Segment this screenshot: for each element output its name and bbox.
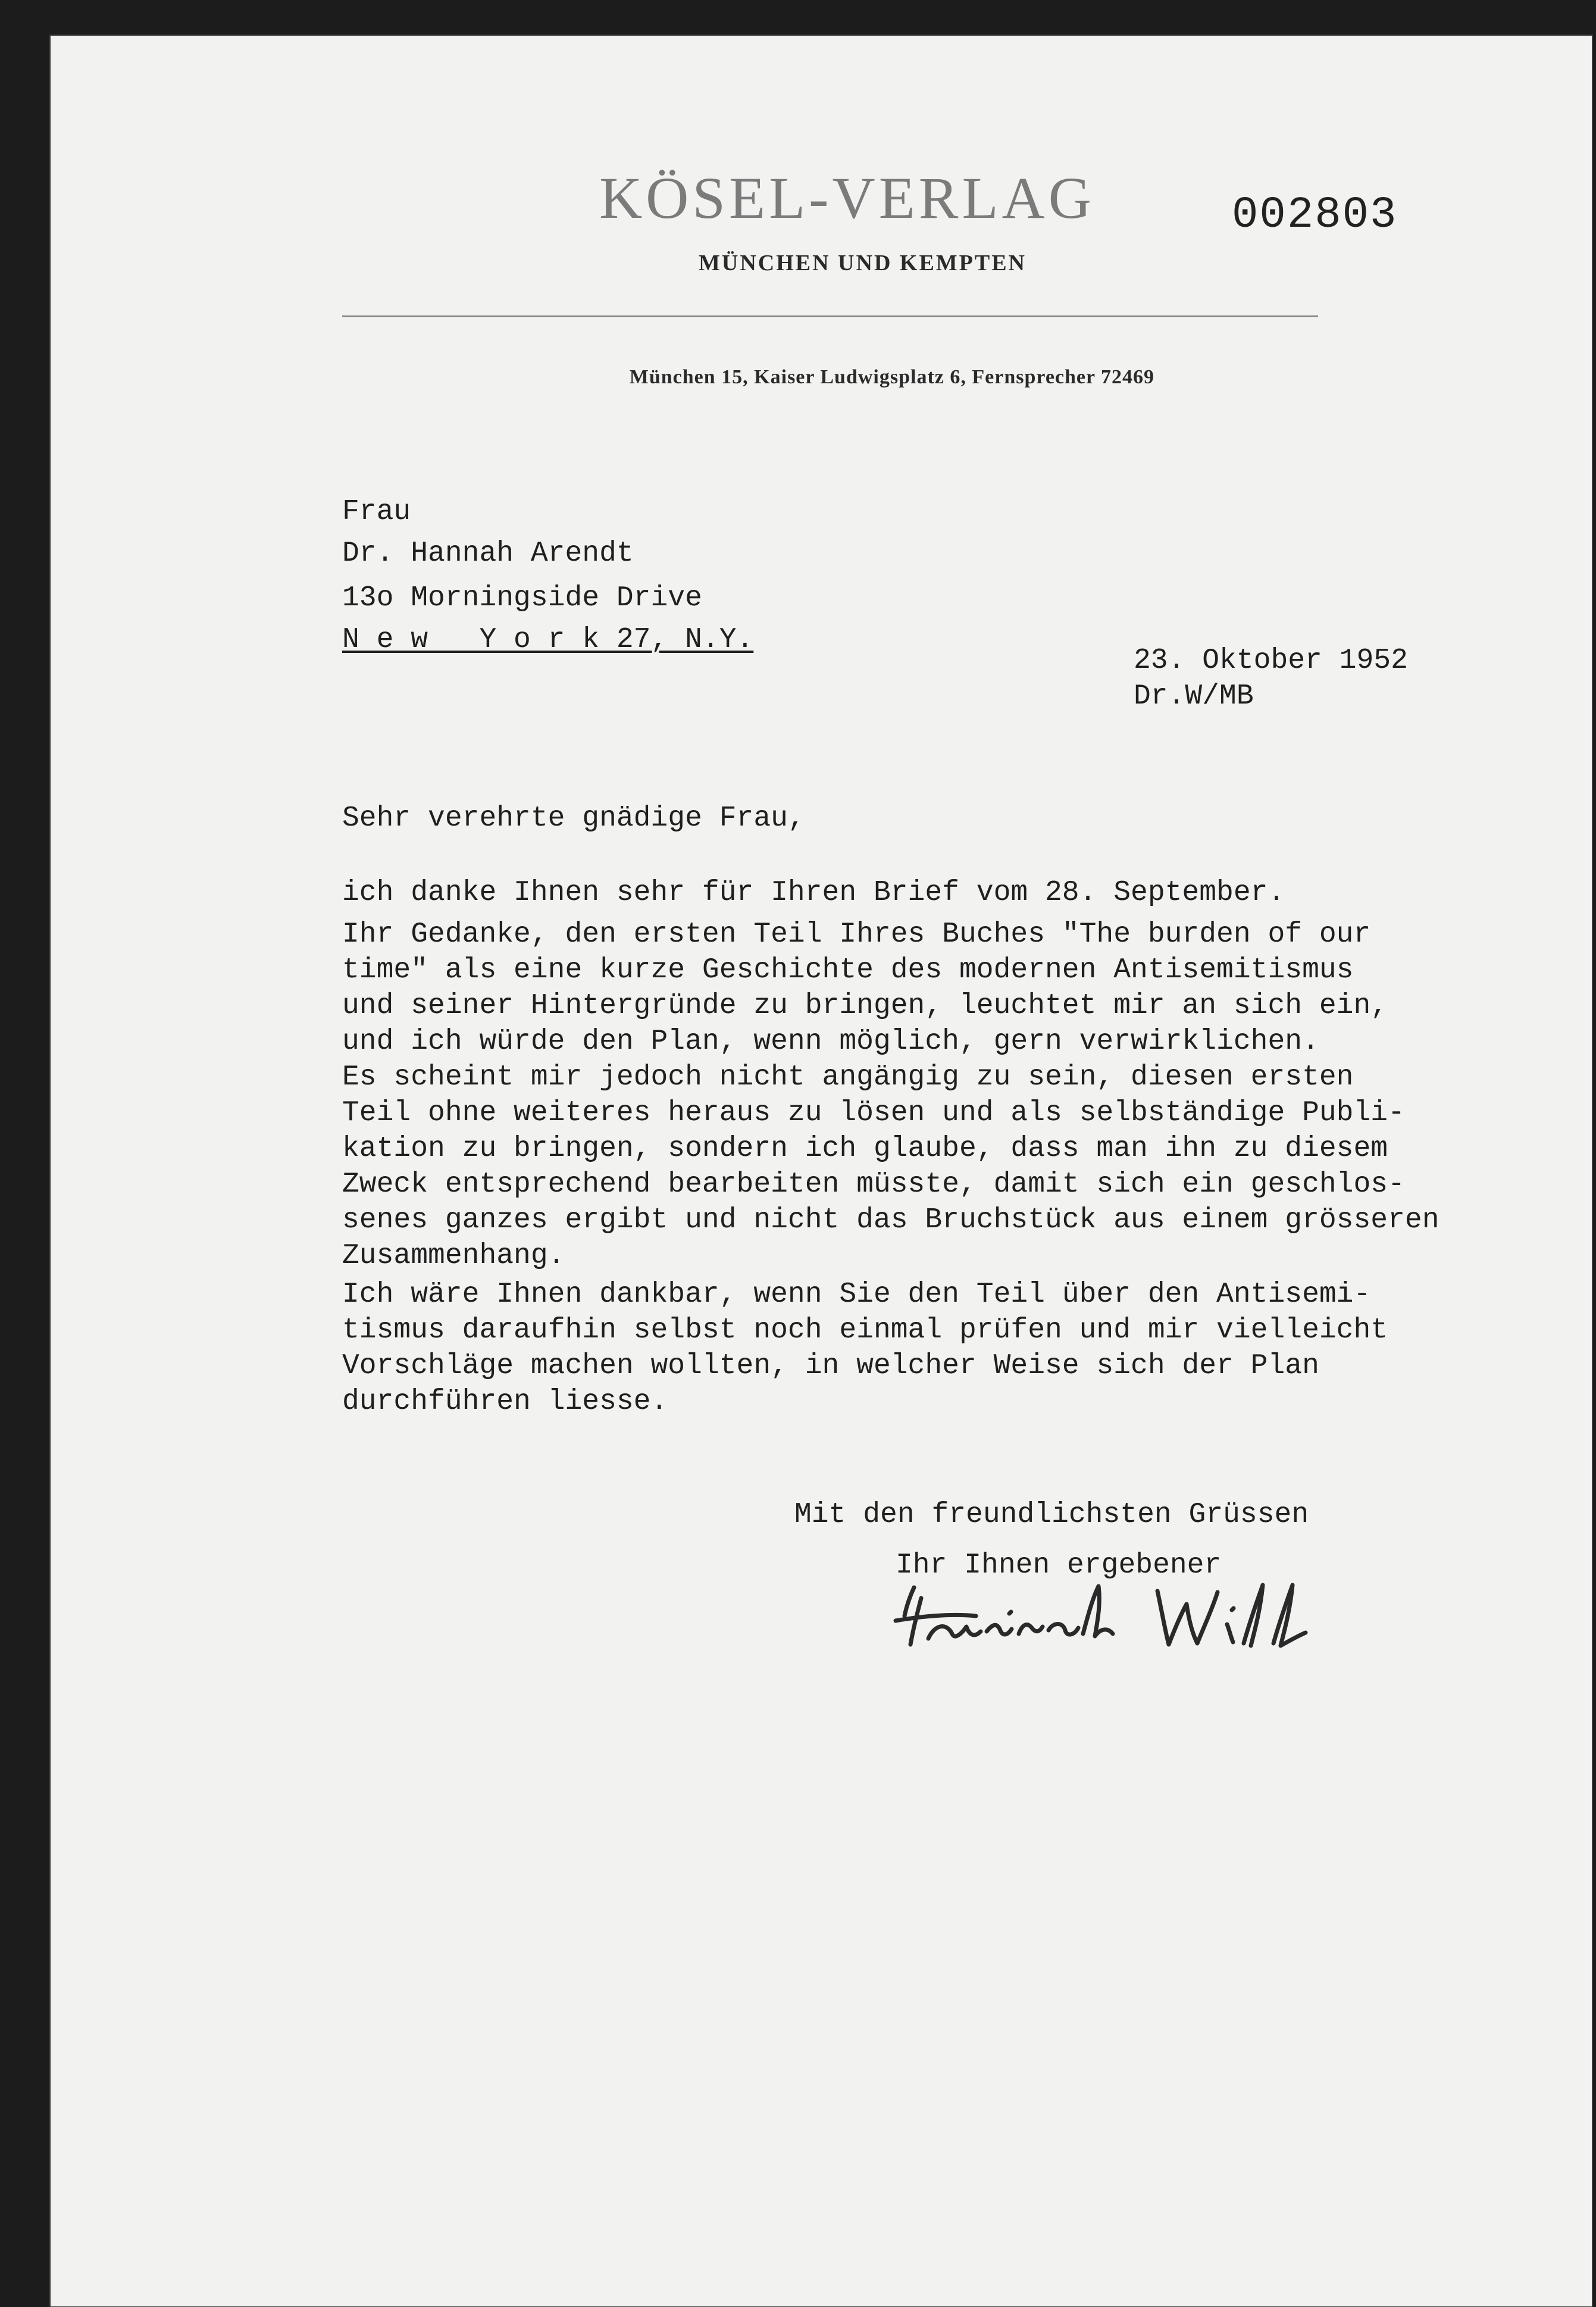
body-paragraph-2: Ihr Gedanke, den ersten Teil Ihres Buches "The burden of our time" als eine kurze Geschichte des modernen Antisemitismus und seiner Hintergründe zu bringen, leuchtet mir an sich ein, und ich würde den Plan, wenn möglich, gern verwirklichen. Es scheint mir jedoch nicht angängig zu sein, diesen ersten Teil ohne weiteres heraus zu lösen und als selbständige Publi- kation zu bringen, sondern ich glaube, dass man ihn zu diesem Zweck entsprechend bearbeiten müsste, damit sich ein geschlos- senes ganzes ergibt und nicht das Bruchstück aus einem grösseren Zusammenhang. bbox=[342, 918, 1439, 1272]
recipient-street: 13o Morningside Drive bbox=[342, 582, 702, 614]
recipient-name: Dr. Hannah Arendt bbox=[342, 537, 634, 570]
letter-page bbox=[51, 36, 1592, 2306]
body-paragraph-1: ich danke Ihnen sehr für Ihren Brief vom 28. September. bbox=[342, 877, 1285, 909]
closing-line: Mit den freundlichsten Grüssen bbox=[794, 1499, 1309, 1531]
body-paragraph-3: Ich wäre Ihnen dankbar, wenn Sie den Teil über den Antisemi- tismus daraufhin selbst noch einmal prüfen und mir vielleicht Vorschläge machen wollten, in welcher Weise sich der Plan durchführen liesse. bbox=[342, 1278, 1388, 1418]
letterhead-divider bbox=[342, 315, 1318, 317]
letter-date: 23. Oktober 1952 bbox=[1134, 645, 1408, 677]
publisher-name: KÖSEL-VERLAG bbox=[599, 165, 1095, 231]
greeting: Sehr verehrte gnädige Frau, bbox=[342, 802, 805, 834]
publisher-address: München 15, Kaiser Ludwigsplatz 6, Fernsprecher 72469 bbox=[629, 366, 1154, 388]
sign-off: Ihr Ihnen ergebener bbox=[896, 1549, 1222, 1581]
handwritten-signature bbox=[887, 1574, 1339, 1664]
document-number: 002803 bbox=[1232, 190, 1398, 240]
publisher-locations: MÜNCHEN UND KEMPTEN bbox=[699, 251, 1027, 276]
reference-code: Dr.W/MB bbox=[1134, 680, 1254, 712]
recipient-city: N e w Y o r k 27, N.Y. bbox=[342, 624, 754, 656]
recipient-salutation: Frau bbox=[342, 496, 411, 528]
